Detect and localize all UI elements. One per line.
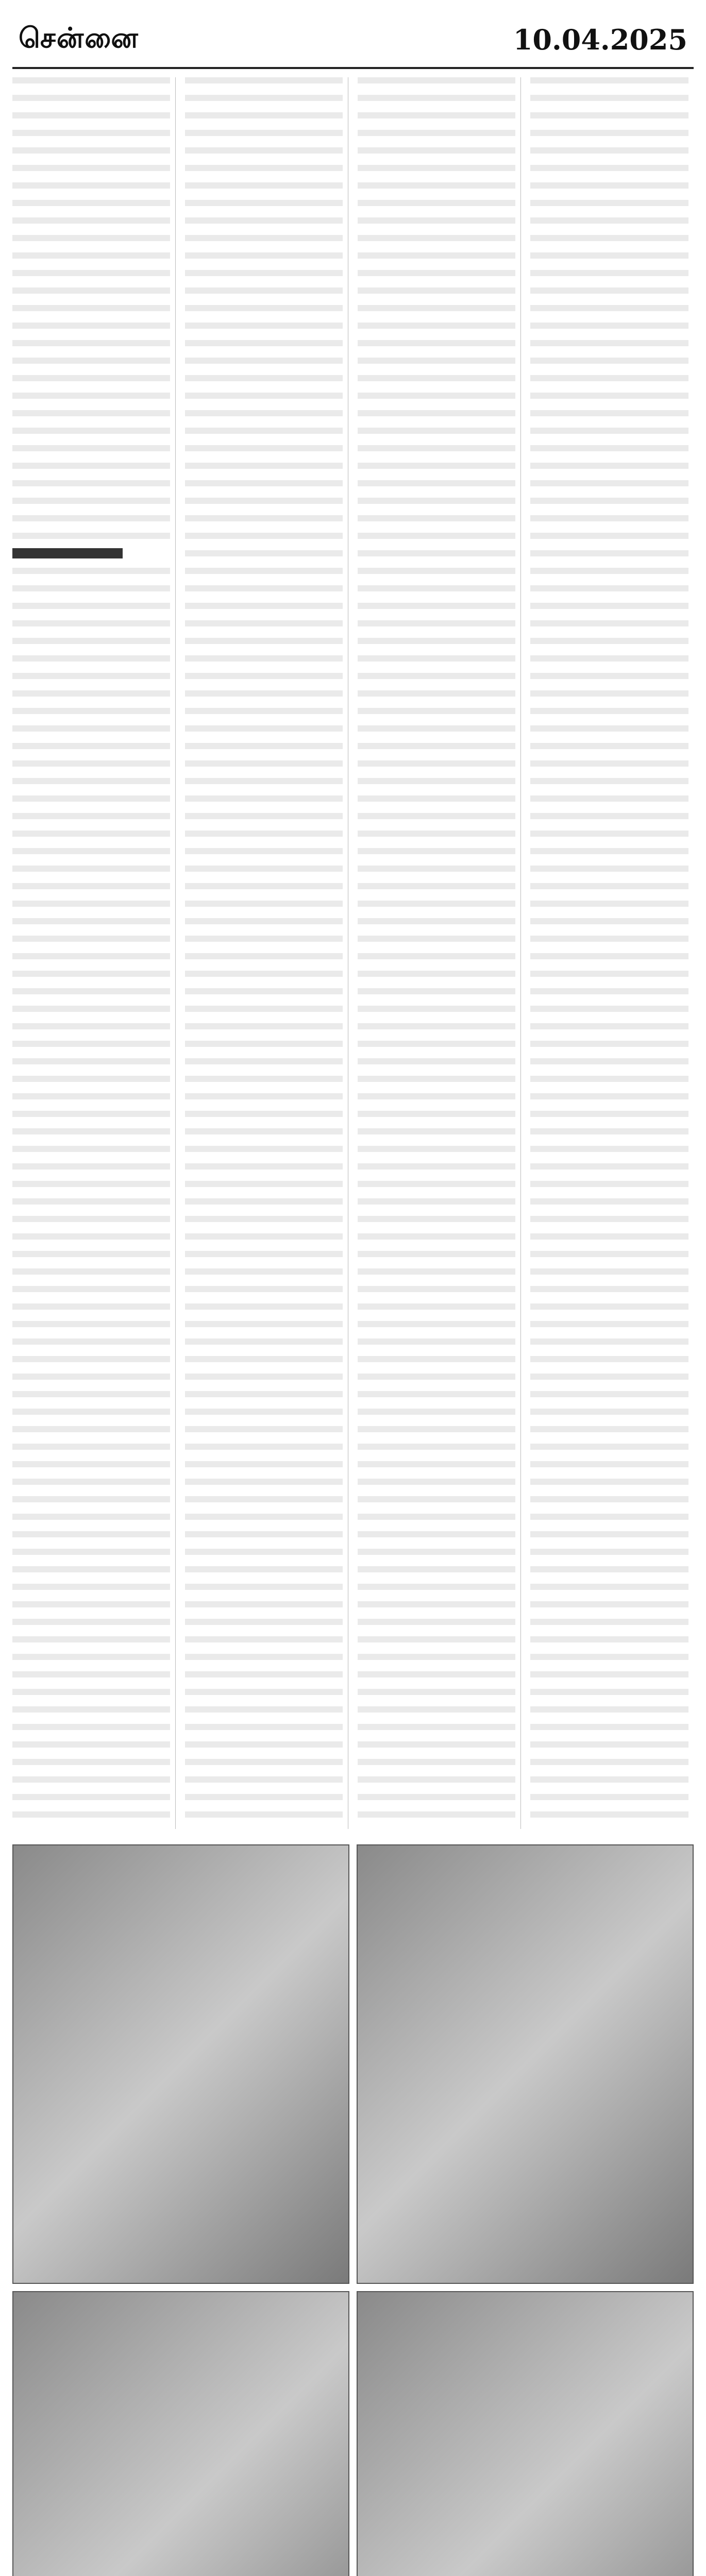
article-column-text — [185, 77, 343, 1829]
article-column-1 — [12, 77, 176, 1829]
page-title: சென்னை — [19, 21, 139, 54]
article-columns — [12, 77, 694, 1829]
article-column-4 — [530, 77, 694, 1829]
article-column-text — [530, 77, 688, 1829]
event-photo-4 — [357, 2291, 694, 2576]
page-date: 10.04.2025 — [513, 23, 687, 56]
subheading-text-block — [12, 548, 123, 558]
page-header — [12, 12, 694, 69]
article-column-3 — [358, 77, 521, 1829]
article-column-text — [12, 77, 170, 1829]
section-subheading — [12, 541, 170, 566]
photo-collage — [12, 1844, 694, 2576]
event-photo-1 — [12, 1844, 349, 2284]
event-photo-3 — [12, 2291, 349, 2576]
article-column-2 — [185, 77, 348, 1829]
event-photo-2 — [357, 1844, 694, 2284]
article-column-text — [358, 77, 515, 1829]
